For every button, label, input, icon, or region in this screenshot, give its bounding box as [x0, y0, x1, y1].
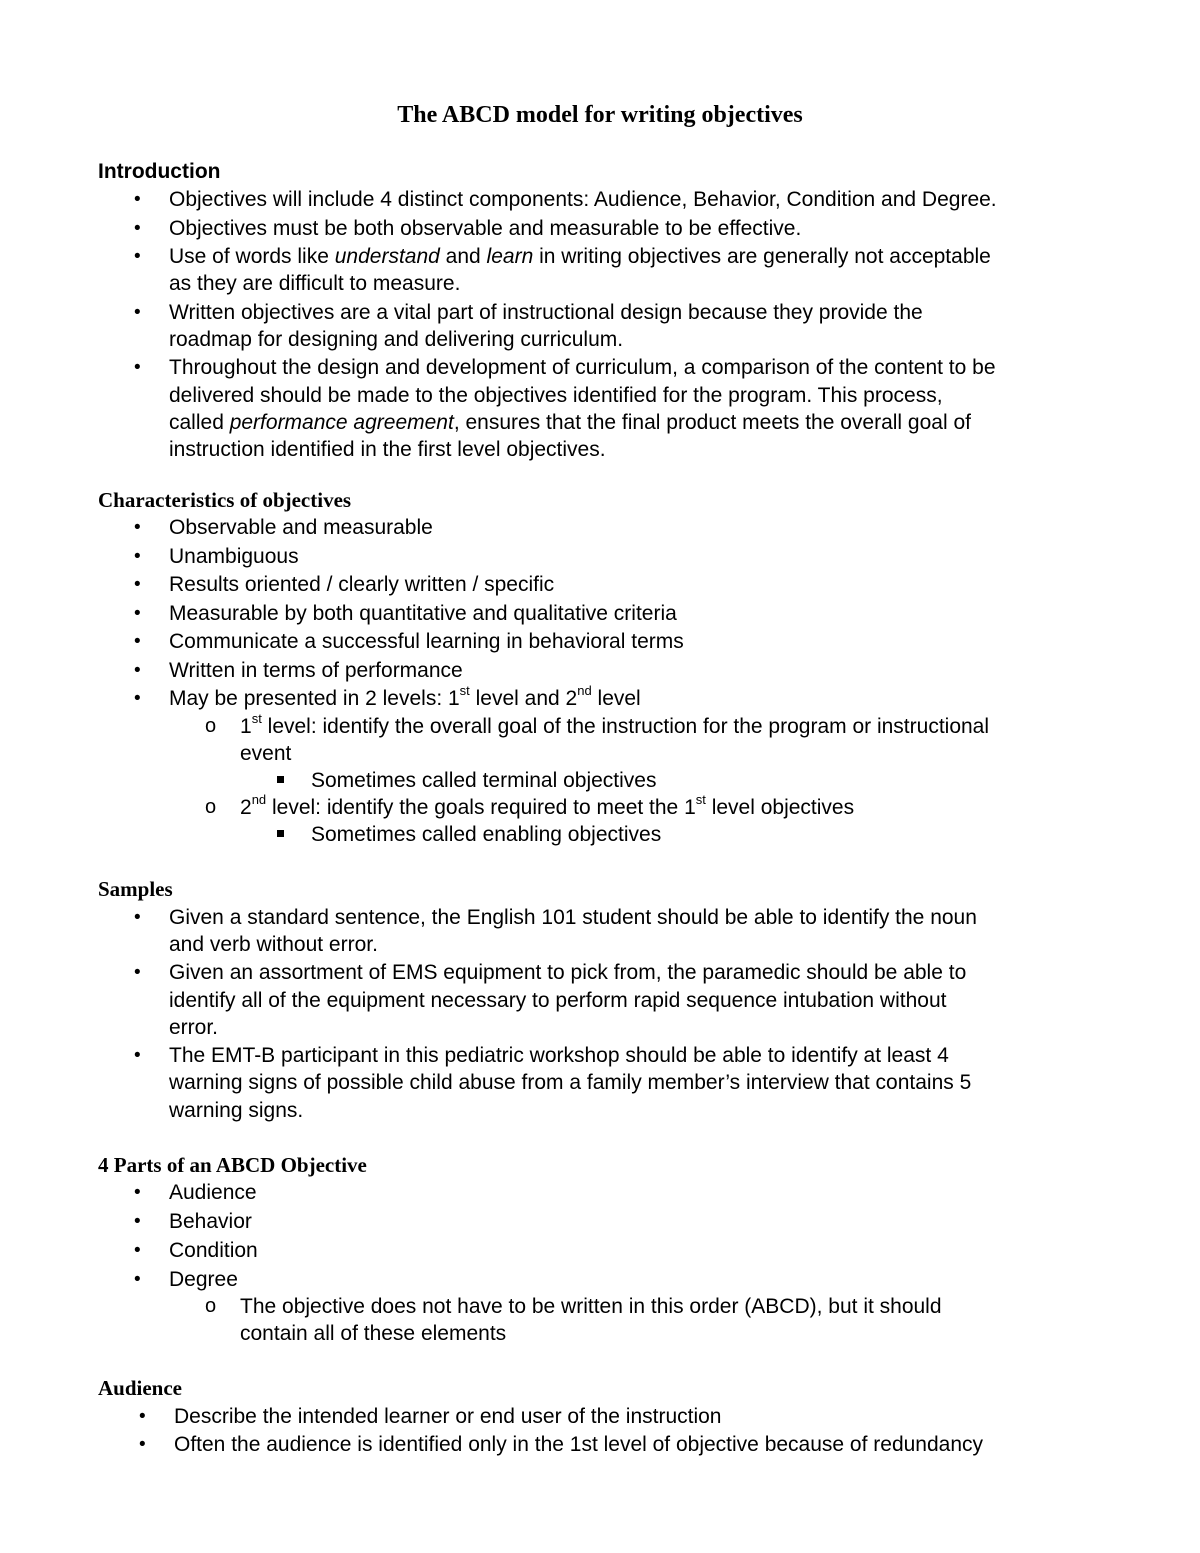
- list-item: Observable and measurable: [169, 516, 433, 539]
- list-item: The EMT-B participant in this pediatric workshop should be able to identify at least 4: [169, 1044, 949, 1067]
- bullet-icon: •: [139, 1406, 146, 1427]
- list-item-continuation: delivered should be made to the objectives identified for the program. This process,: [169, 384, 943, 407]
- bullet-icon: •: [139, 1434, 146, 1455]
- sub-list-item: 1st level: identify the overall goal of the instruction for the program or instructional: [240, 711, 990, 738]
- bullet-icon: •: [134, 660, 141, 681]
- sub-sub-list-item: Sometimes called enabling objectives: [311, 823, 662, 846]
- list-item: Describe the intended learner or end user of the instruction: [174, 1405, 722, 1428]
- page-title: The ABCD model for writing objectives: [397, 102, 803, 128]
- bullet-icon: •: [134, 1269, 141, 1290]
- sub-sub-list-item: Sometimes called terminal objectives: [311, 769, 657, 792]
- square-bullet-icon: [277, 776, 284, 783]
- bullet-icon: •: [134, 907, 141, 928]
- bullet-icon: •: [134, 302, 141, 323]
- list-item: Written objectives are a vital part of instructional design because they provide the: [169, 301, 923, 324]
- bullet-icon: •: [134, 1045, 141, 1066]
- bullet-icon: •: [134, 603, 141, 624]
- list-item: Degree: [169, 1268, 238, 1291]
- bullet-icon: •: [134, 546, 141, 567]
- circle-bullet-icon: o: [205, 796, 217, 818]
- section-heading-audience: Audience: [98, 1376, 182, 1400]
- list-item: Results oriented / clearly written / specific: [169, 573, 555, 596]
- bullet-icon: •: [134, 1182, 141, 1203]
- bullet-icon: •: [134, 246, 141, 267]
- sub-list-item: The objective does not have to be written in this order (ABCD), but it should: [240, 1295, 942, 1318]
- list-item-continuation: warning signs.: [169, 1099, 304, 1122]
- circle-bullet-icon: o: [205, 1295, 217, 1317]
- list-item: Given an assortment of EMS equipment to pick from, the paramedic should be able to: [169, 961, 967, 984]
- bullet-icon: •: [134, 631, 141, 652]
- sub-list-item-continuation: event: [240, 742, 292, 765]
- list-item: May be presented in 2 levels: 1st level and 2nd level: [169, 683, 641, 710]
- list-item: Given a standard sentence, the English 101 student should be able to identify the noun: [169, 906, 977, 929]
- bullet-icon: •: [134, 189, 141, 210]
- list-item-continuation: as they are difficult to measure.: [169, 272, 461, 295]
- list-item: Audience: [169, 1181, 257, 1204]
- list-item: Behavior: [169, 1210, 252, 1233]
- list-item: Throughout the design and development of curriculum, a comparison of the content to be: [169, 356, 996, 379]
- circle-bullet-icon: o: [205, 715, 217, 737]
- list-item: Objectives will include 4 distinct components: Audience, Behavior, Condition and Degree.: [169, 188, 997, 211]
- list-item: Objectives must be both observable and measurable to be effective.: [169, 217, 802, 240]
- section-heading-characteristics: Characteristics of objectives: [98, 488, 352, 512]
- sub-list-item: 2nd level: identify the goals required to meet the 1st level objectives: [240, 792, 855, 819]
- list-item: Written in terms of performance: [169, 659, 463, 682]
- list-item-continuation: roadmap for designing and delivering curriculum.: [169, 328, 624, 351]
- section-heading-samples: Samples: [98, 877, 173, 901]
- bullet-icon: •: [134, 962, 141, 983]
- list-item: Use of words like understand and learn in writing objectives are generally not acceptable: [169, 245, 991, 268]
- bullet-icon: •: [134, 218, 141, 239]
- list-item: Condition: [169, 1239, 258, 1262]
- list-item: Measurable by both quantitative and qualitative criteria: [169, 602, 677, 625]
- list-item: Often the audience is identified only in the 1st level of objective because of redundancy: [174, 1433, 984, 1456]
- section-heading-parts: 4 Parts of an ABCD Objective: [98, 1153, 367, 1177]
- list-item-continuation: identify all of the equipment necessary to perform rapid sequence intubation without: [169, 989, 947, 1012]
- list-item-continuation: and verb without error.: [169, 933, 378, 956]
- bullet-icon: •: [134, 1240, 141, 1261]
- list-item-continuation: error.: [169, 1016, 219, 1039]
- bullet-icon: •: [134, 1211, 141, 1232]
- list-item-continuation: warning signs of possible child abuse from a family member’s interview that contains 5: [169, 1071, 972, 1094]
- bullet-icon: •: [134, 574, 141, 595]
- list-item: Unambiguous: [169, 545, 299, 568]
- bullet-icon: •: [134, 357, 141, 378]
- bullet-icon: •: [134, 517, 141, 538]
- section-heading-introduction: Introduction: [98, 160, 221, 183]
- list-item-continuation: instruction identified in the first level objectives.: [169, 438, 606, 461]
- square-bullet-icon: [277, 830, 284, 837]
- list-item-continuation: called performance agreement, ensures that the final product meets the overall goal of: [169, 411, 971, 434]
- list-item: Communicate a successful learning in behavioral terms: [169, 630, 684, 653]
- sub-list-item-continuation: contain all of these elements: [240, 1322, 507, 1345]
- bullet-icon: •: [134, 688, 141, 709]
